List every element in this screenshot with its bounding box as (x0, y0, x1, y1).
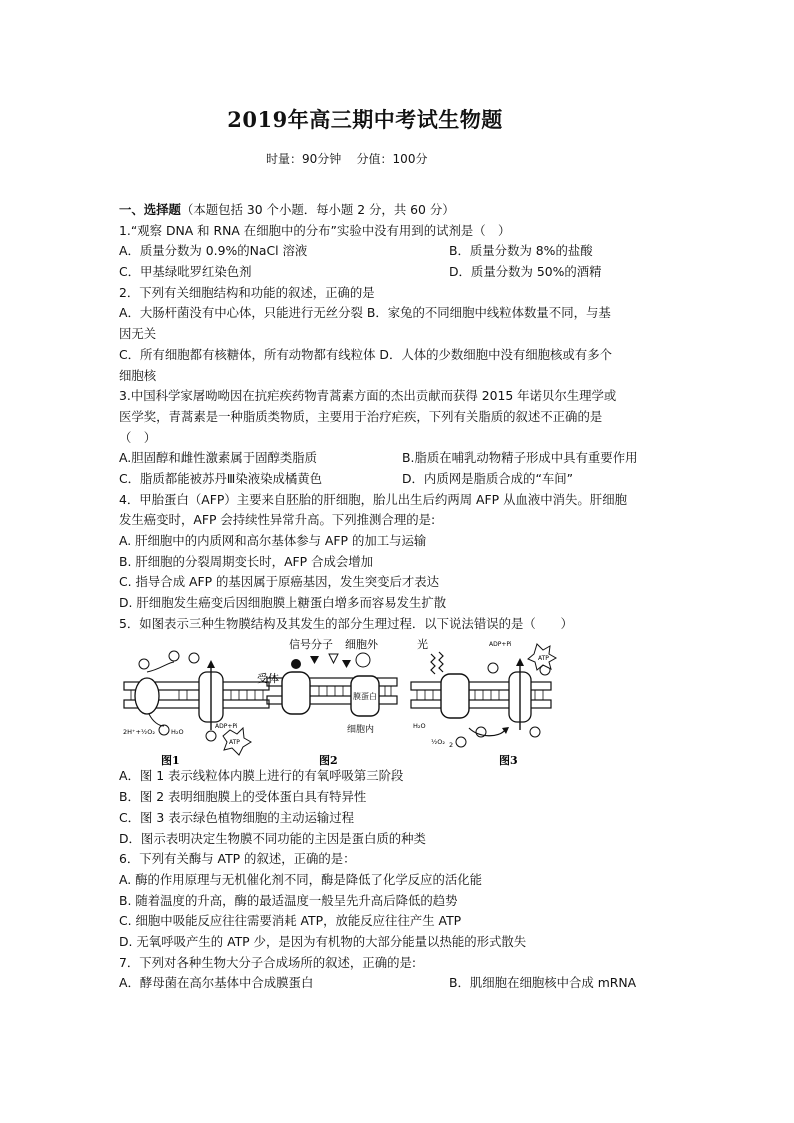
q4-option-a: A. 肝细胞中的内质网和高尔基体参与 AFP 的加工与运输 (119, 533, 427, 548)
q3-option-d: D．内质网是脂质合成的“车间” (402, 470, 574, 486)
q7-option-b: B．肌细胞在细胞核中合成 mRNA (449, 975, 637, 991)
question-3-options-cd (119, 469, 679, 490)
q1-option-c: C．甲基绿吡罗红染色剂 (119, 264, 252, 280)
q1-option-d: D．质量分数为 50%的酒精 (449, 264, 602, 280)
fig3-atp-label: ATP (538, 655, 549, 663)
q5-option-d: D．图示表明决定生物膜不同功能的主因是蛋白质的种类 (119, 830, 426, 846)
q6-option-b: B. 随着温度的升高，酶的最适温度一般呈先升高后降低的趋势 (119, 892, 458, 908)
fig1-water-label: H₂O (171, 728, 184, 737)
q6-option-c: C. 细胞中吸能反应往往需要消耗 ATP，放能反应往往产生 ATP (119, 913, 462, 929)
q1-option-b: B．质量分数为 8%的盐酸 (449, 243, 593, 259)
q6-option-a: A. 酶的作用原理与无机催化剂不同，酶是降低了化学反应的活化能 (119, 871, 483, 887)
fig1-adp-label: ADP+Pi (215, 723, 238, 731)
section-note: （本题包括 30 个小题．每小题 2 分，共 60 分） (180, 202, 455, 217)
question-7-stem: 7．下列对各种生物大分子合成场所的叙述，正确的是: (119, 954, 417, 970)
q4-option-b: B. 肝细胞的分裂周期变长时，AFP 合成会增加 (119, 553, 374, 569)
q1-option-a: A．质量分数为 0.9%的NaCl 溶液 (119, 243, 308, 259)
q2-options-ab-line1: A．大肠杆菌没有中心体，只能进行无丝分裂 B．家兔的不同细胞中线粒体数量不同，与基 (119, 305, 611, 321)
q6-option-d: D. 无氧呼吸产生的 ATP 少，是因为有机物的大部分能量以热能的形式散失 (119, 933, 527, 949)
q5-option-b: B．图 2 表明细胞膜上的受体蛋白具有特异性 (119, 789, 367, 805)
question-1-stem: 1.“观察 DNA 和 RNA 在细胞中的分布”实验中没有用到的试剂是（ ） (119, 222, 511, 238)
membrane-figure (119, 634, 679, 766)
figure-2-diagram (257, 637, 397, 766)
figure-2-label: 图2 (319, 754, 338, 767)
page-title: 2019年高三期中考试生物题 (227, 107, 503, 132)
exam-info (266, 150, 427, 167)
section-heading (119, 200, 679, 221)
fig3-water-label: H₂O (413, 722, 426, 731)
fig2-outside-label: 细胞外 (345, 638, 378, 652)
question-4-stem-line2: 发生癌变时，AFP 会持续性异常升高。下列推测合理的是: (119, 512, 436, 528)
q5-option-c: C．图 3 表示绿色植物细胞的主动运输过程 (119, 809, 355, 825)
q4-option-c: C. 指导合成 AFP 的基因属于原癌基因，发生突变后才表达 (119, 574, 440, 590)
figure-1-diagram (123, 651, 269, 766)
q5-option-a: A．图 1 表示线粒体内膜上进行的有氧呼吸第三阶段 (119, 768, 404, 784)
question-6-stem: 6．下列有关酶与 ATP 的叙述，正确的是： (119, 851, 356, 867)
section-label: 一、选择题 (119, 202, 181, 217)
fig3-number-label: 2 (449, 741, 454, 750)
question-7-options-ab (119, 973, 679, 994)
figure-3-label: 图3 (499, 754, 518, 767)
fig3-oxygen-label: ½O₂ (431, 738, 446, 747)
question-3-stem-line1: 3.中国科学家屠呦呦因在抗疟疾药物青蒿素方面的杰出贡献而获得 2015 年诺贝尔生理学或 (119, 388, 617, 404)
fig1-equation-label: 2H⁺+½O₂ (123, 728, 155, 737)
question-1-options-ab (119, 241, 679, 262)
q7-option-a: A．酵母菌在高尔基体中合成膜蛋白 (119, 975, 314, 991)
question-2-stem: 2．下列有关细胞结构和功能的叙述，正确的是 (119, 284, 375, 300)
fig2-signal-label: 信号分子 (289, 638, 333, 652)
question-3-options-ab (119, 448, 679, 469)
q2-options-ab-line2: 因无关 (119, 326, 157, 342)
q2-options-cd-line1: C．所有细胞都有核糖体，所有动物都有线粒体 D．人体的少数细胞中没有细胞核或有多个 (119, 346, 612, 362)
exam-time: 时量：90分钟 (266, 152, 342, 166)
fig2-inside-label: 细胞内 (347, 725, 375, 736)
figure-3-diagram (411, 637, 556, 766)
question-4-stem-line1: 4．甲胎蛋白（AFP）主要来自胚胎的肝细胞，胎儿出生后约两周 AFP 从血液中消失。肝细胞 (119, 491, 627, 507)
figure-1-label: 图1 (161, 754, 180, 767)
fig2-protein-label: 膜蛋白 (353, 692, 377, 702)
exam-score: 分值：100分 (356, 152, 428, 166)
q3-option-c: C．脂质都能被苏丹Ⅲ染液染成橘黄色 (119, 470, 323, 486)
fig2-receptor-label: 受体 (257, 672, 279, 686)
fig1-atp-label: ATP (229, 739, 240, 747)
q3-option-a: A.胆固醇和雌性激素属于固醇类脂质 (119, 450, 318, 466)
membrane-diagram (119, 634, 679, 766)
fig3-adp-label: ADP+Pi (489, 641, 512, 649)
q3-option-b: B.脂质在哺乳动物精子形成中具有重要作用 (402, 450, 638, 466)
q4-option-d: D. 肝细胞发生癌变后因细胞膜上糖蛋白增多而容易发生扩散 (119, 595, 447, 611)
question-3-stem-line2: 医学奖，青蒿素是一种脂质类物质，主要用于治疗疟疾，下列有关脂质的叙述不正确的是 (119, 408, 603, 424)
question-5-stem: 5．如图表示三种生物膜结构及其发生的部分生理过程．以下说法错误的是（ ） (119, 615, 573, 631)
q2-options-cd-line2: 细胞核 (119, 367, 157, 383)
question-3-stem-line3: （ ） (119, 429, 157, 445)
exam-body (119, 200, 679, 994)
fig3-light-label: 光 (417, 638, 428, 652)
question-1-options-cd (119, 262, 679, 283)
